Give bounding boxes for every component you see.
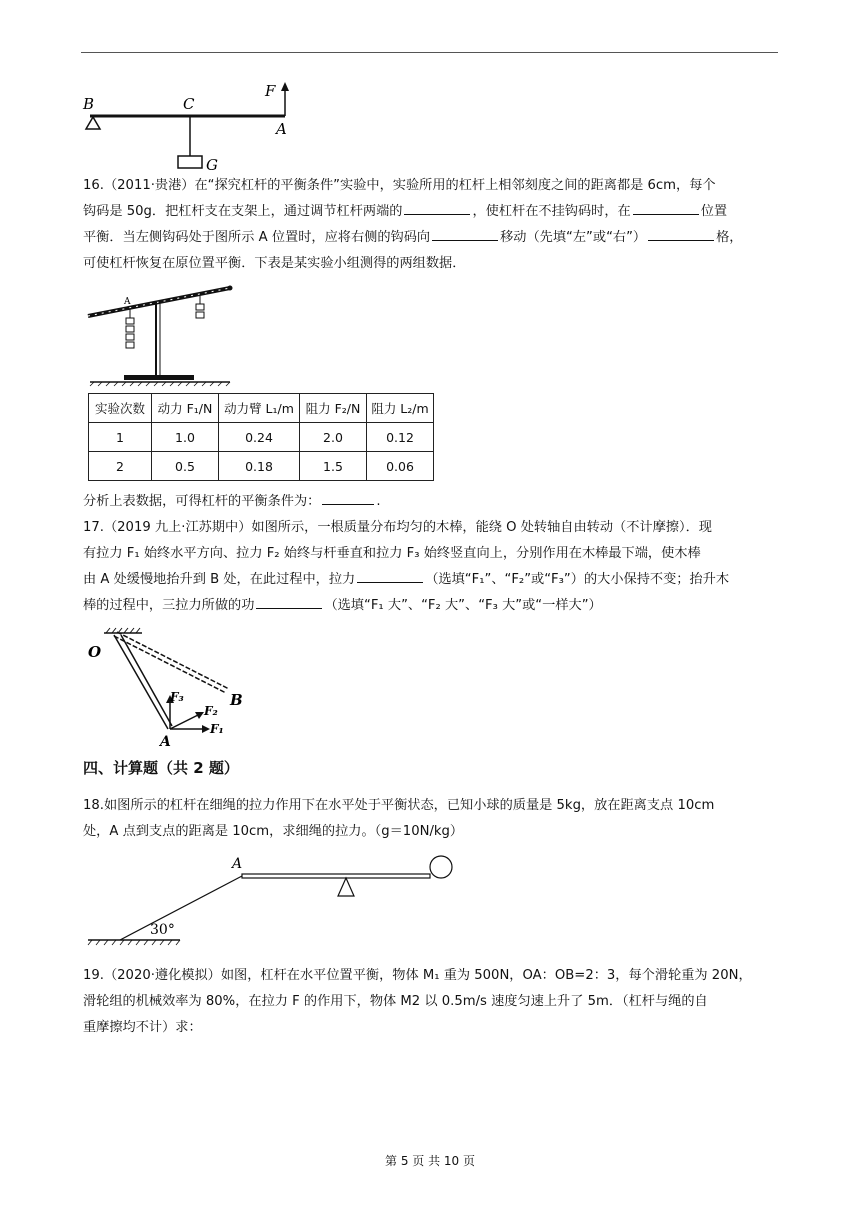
table-cell: 2 [89,452,152,481]
q17-label-o: O [88,643,102,661]
table-cell: 2.0 [300,423,367,452]
q17-line-4: 棒的过程中，三拉力所做的功 （选填“F₁ 大”、“F₂ 大”、“F₃ 大”或“一样大”） [83,598,602,613]
table-header: 阻力 L₂/m [367,394,434,423]
q17-label-a: A [160,734,171,747]
q15-label-b: B [83,95,95,113]
q16-line-3: 平衡．当左侧钩码处于图所示 A 位置时，应将右侧的钩码向 移动（先填“左”或“右”） 格， [83,230,743,245]
table-header: 动力 F₁/N [152,394,219,423]
table-header: 实验次数 [89,394,152,423]
q18-line-1: 18.如图所示的杠杆在细绳的拉力作用下在水平处于平衡状态，已知小球的质量是 5kg，放在距离支点 10cm [83,798,715,813]
q18-line-2: 处，A 点到支点的距离是 10cm，求细绳的拉力。（g＝10N/kg） [83,824,464,839]
table-cell: 1.5 [300,452,367,481]
q17-label-b: B [230,691,243,709]
q15-label-c: C [183,95,195,113]
q17-rod-figure [84,625,254,747]
table-cell: 0.06 [367,452,434,481]
q17-line-1: 17.（2019 九上·江苏期中）如图所示，一根质量分布均匀的木棒，能绕 O 处转轴自由转动（不计摩擦）．现 [83,520,712,535]
q17-blank-1[interactable] [357,570,423,583]
q17-label-f3: F₃ [170,690,184,704]
page-footer [0,1152,860,1169]
table-header-row [89,394,434,423]
q16-blank-1[interactable] [404,202,470,215]
q15-lever-figure [80,80,300,172]
section-title: 四、计算题（共 2 题） [83,759,239,777]
q19-line-1: 19.（2020·遵化模拟）如图，杠杆在水平位置平衡，物体 M₁ 重为 500N，OA：OB=2：3，每个滑轮重为 20N， [83,968,752,983]
q16-line-1: 16.（2011·贵港）在“探究杠杆的平衡条件”实验中，实验所用的杠杆上相邻刻度之间的距离都是 6cm，每个 [83,178,716,193]
table-row [89,452,434,481]
q19-line-2: 滑轮组的机械效率为 80%，在拉力 F 的作用下，物体 M2 以 0.5m/s 速度匀速上升了 5m．（杠杆与绳的自 [83,994,708,1009]
q16-blank-5[interactable] [322,492,374,505]
header-rule [81,52,778,53]
q16-fig-label-a: A [124,297,131,307]
q15-label-a: A [276,120,287,138]
table-cell: 0.12 [367,423,434,452]
q18-lever-figure [84,850,464,950]
q17-line-2: 有拉力 F₁ 始终水平方向、拉力 F₂ 始终与杆垂直和拉力 F₃ 始终竖直向上，分别作用在木棒最下端，使木棒 [83,546,701,561]
q17-line-3: 由 A 处缓慢地抬升到 B 处，在此过程中，拉力 （选填“F₁”、“F₂”或“F₃”）的大小保持不变；抬升木 [83,572,730,587]
table-cell: 1.0 [152,423,219,452]
q16-lever-stand-figure [84,282,236,390]
table-cell: 1 [89,423,152,452]
q17-label-f1: F₁ [210,722,224,736]
q16-data-table [88,393,434,481]
table-cell: 0.18 [219,452,300,481]
q17-label-f2: F₂ [204,704,218,718]
table-cell: 0.24 [219,423,300,452]
q15-label-f: F [265,82,276,100]
q18-label-a: A [232,856,243,872]
q16-line-4: 可使杠杆恢复在原位置平衡．下表是某实验小组测得的两组数据． [83,256,466,271]
q16-blank-3[interactable] [432,228,498,241]
q17-blank-2[interactable] [256,596,322,609]
q15-label-g: G [206,156,218,172]
page-number: 第 5 页 共 10 页 [385,1154,475,1168]
q19-line-3: 重摩擦均不计）求： [83,1020,202,1035]
q18-angle-label: 30° [150,922,175,938]
table-cell: 0.5 [152,452,219,481]
table-row [89,423,434,452]
table-header: 动力臂 L₁/m [219,394,300,423]
q16-blank-2[interactable] [633,202,699,215]
q16-blank-4[interactable] [648,228,714,241]
q16-line-2: 钩码是 50g．把杠杆支在支架上，通过调节杠杆两端的 ，使杠杆在不挂钩码时，在 位置 [83,204,728,219]
table-header: 阻力 F₂/N [300,394,367,423]
q16-line-5: 分析上表数据，可得杠杆的平衡条件为： . [83,494,381,509]
